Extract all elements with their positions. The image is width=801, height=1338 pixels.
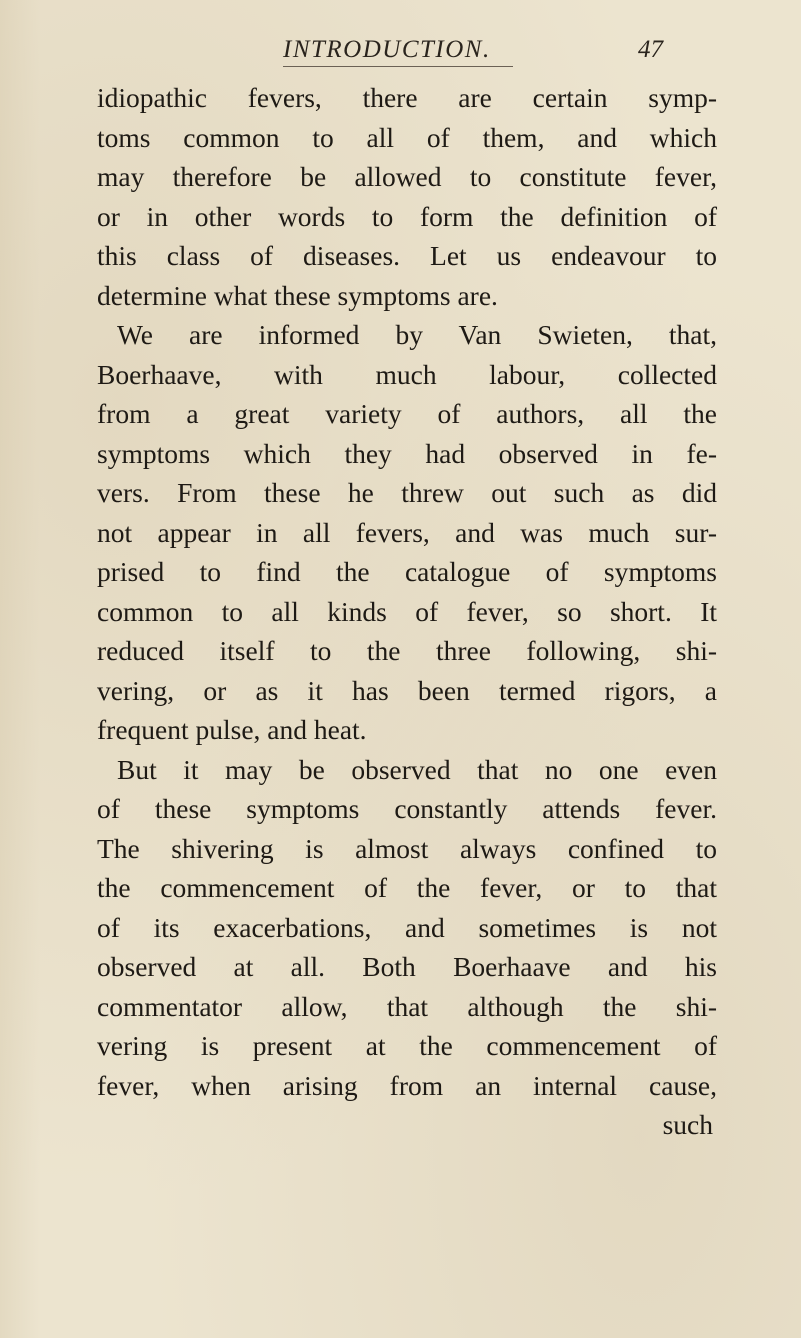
text-line: idiopathic fevers, there are certain symp- [97, 82, 717, 113]
text-line: from a great variety of authors, all the [97, 398, 717, 429]
text-line: not appear in all fevers, and was much sur- [97, 516, 717, 548]
text-line: reduced itself to the three following, shi- [97, 635, 717, 666]
text-line: vers. From these he threw out such as did [97, 477, 717, 508]
running-title: INTRODUCTION. [283, 36, 491, 63]
text-line: common to all kinds of fever, so short. It [97, 595, 717, 627]
text-line: fever, when arising from an internal cause, [97, 1069, 717, 1101]
text-line: Boerhaave, with much labour, collected [97, 358, 717, 390]
text-line: this class of diseases. Let us endeavour to [97, 240, 717, 271]
catchword: such [662, 1109, 713, 1140]
text-line: of these symptoms constantly attends fever. [97, 793, 717, 824]
body-text [97, 78, 717, 1145]
text-line: But it may be observed that no one even [117, 753, 717, 785]
text-line: the commencement of the fever, or to that [97, 872, 717, 903]
header-rule [283, 66, 513, 67]
text-line: observed at all. Both Boerhaave and his [97, 951, 717, 982]
page-number: 47 [638, 36, 663, 63]
text-line: vering is present at the commencement of [97, 1030, 717, 1061]
text-line: symptoms which they had observed in fe- [97, 437, 717, 469]
text-line: vering, or as it has been termed rigors, a [97, 674, 717, 706]
text-line: We are informed by Van Swieten, that, [117, 319, 717, 350]
text-line: toms common to all of them, and which [97, 121, 717, 153]
text-line: prised to find the catalogue of symptoms [97, 556, 717, 587]
text-line: determine what these symptoms are. [97, 279, 498, 311]
text-line: The shivering is almost always confined to [97, 832, 717, 864]
text-line: of its exacerbations, and sometimes is not [97, 911, 717, 943]
text-line: or in other words to form the definition of [97, 200, 717, 232]
running-head [283, 36, 683, 66]
text-line: frequent pulse, and heat. [97, 714, 367, 745]
text-line: may therefore be allowed to constitute fever, [97, 161, 717, 192]
text-line: commentator allow, that although the shi- [97, 990, 717, 1022]
